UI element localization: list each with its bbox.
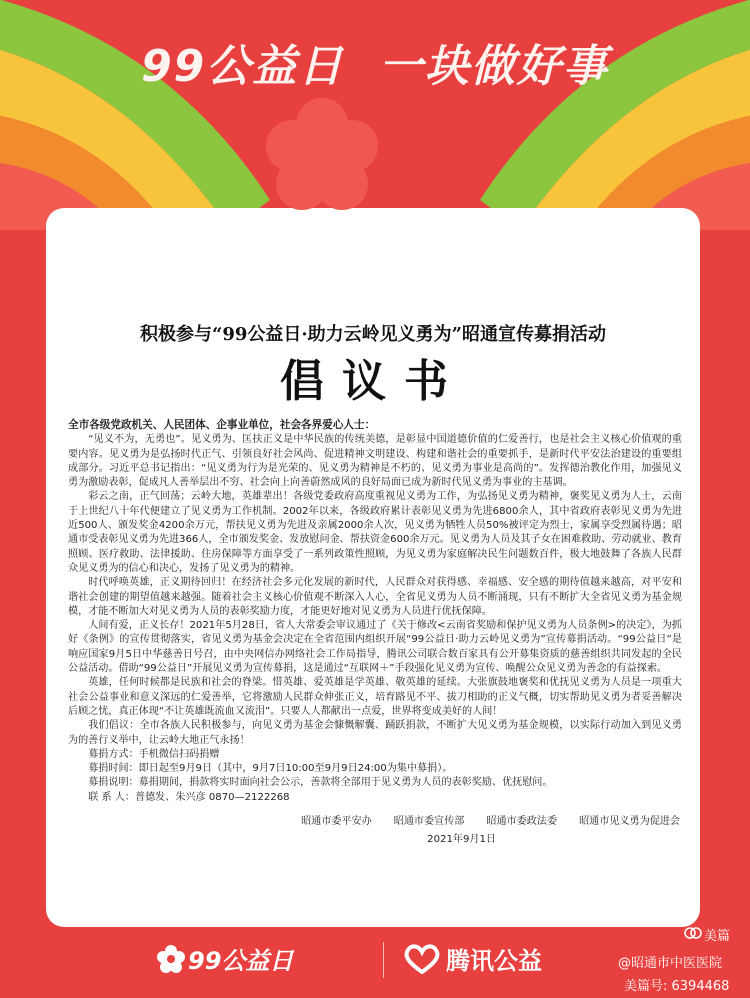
signer: 昭通市委平安办 — [301, 816, 372, 828]
document-body — [68, 418, 682, 848]
document-title: 积极参与“99公益日·助力云岭见义勇为”昭通宣传募捐活动 — [139, 324, 607, 345]
logo-tencent-gongyi: 腾讯公益 — [446, 947, 542, 975]
watermark-id: 美篇号: 6394468 — [624, 979, 730, 994]
footer-divider — [383, 942, 384, 978]
paragraph: 彩云之南，正气回荡；云岭大地，英雄辈出！各级党委政府高度重视见义勇为工作，为弘扬见义勇为精神，褒奖见义勇为人士，云南于上世纪八十年代便建立了见义勇为工作机制。2002年以来，各级政府累计表彰见义勇为先进6800余人，其中省政府表彰见义勇为先进近500人、颁发奖金4200余万元，帮扶见义勇为先进及亲属2000余人次，见义勇为牺牲人员50%被评定为烈士，家属享受烈属待遇；昭通市受表彰见义勇为先进366人，全市颁发奖金、发放慰问金、帮扶资金600余万元。见义勇为人员及其子女在困难救助、劳动就业、教育照顾、医疗救助、法律援助、住房保障等方面享受了一系列政策性照顾，为见义勇为家庭解决民生问题数百件，极大地鼓舞了各族人民群众见义勇为的信心和决心，发扬了见义勇为的精神。 — [68, 491, 682, 574]
signers — [68, 815, 682, 829]
paragraph: 英雄，任何时候都是民族和社会的脊梁。惜英雄、爱英雄是学英雄、敬英雄的延续。大张旗鼓地褒奖和优抚见义勇为人员是一项重大社会公益事业和意义深远的仁爱善举，它将激励人民群众伸张正义，培育路见不平、拔刀相助的正义气概，切实帮助见义勇为者妥善解决后顾之忧，真正体现“不让英雄既流血又流泪”。只要人人都献出一点爱，世界将变成美好的人间！ — [68, 677, 682, 717]
detail-contact: 联 系 人：普德发、朱兴彦 0870—2122268 — [88, 791, 290, 803]
flower-icon — [262, 96, 382, 216]
watermark-app: 美篇 — [704, 929, 731, 944]
paragraph: 人间有爱，正义长存！2021年5月28日，省人大常委会审议通过了《关于修改<云南省奖励和保护见义勇为人员条例>的决定》，为抓好《条例》的宣传贯彻落实，省见义勇为基金会决定在全省范围内组织开展“99公益日·助力云岭见义勇为”宣传募捐活动。“99公益日”是响应国家9月5日中华慈善日号召，由中央网信办网络社会工作局指导，腾讯公司联合数百家具有公开募集资质的慈善组织共同发起的全民公益活动。借助“99公益日”开展见义勇为宣传募捐，这是通过“互联网＋”手段强化见义勇为宣传、唤醒公众见义勇为善念的有益探索。 — [68, 620, 682, 675]
heart-logo-icon — [404, 944, 440, 974]
detail-note: 募捐说明：募捐期间，捐款将实时面向社会公示，善款将全部用于见义勇为人员的表彰奖励、优抚慰问。 — [88, 777, 553, 789]
paragraph: “见义不为，无勇也”。见义勇为、匡扶正义是中华民族的传统美德，是彰显中国道德价值的仁爱善行，也是社会主义核心价值观的重要内容。见义勇为是弘扬时代正气、引领良好社会风尚、促进精神文明建设、构建和谐社会的重要抓手，是新时代平安法治建设的重要组成部分。习近平总书记指出：“见义勇为行为是光荣的、见义勇为精神是不朽的、见义勇为事业是高尚的”。发挥德治教化作用，加强见义勇为激励表彰，促成凡人善举层出不穷、社会向上向善蔚然成风的良好局面已成为新时代见义勇为事业的主基调。 — [68, 434, 682, 489]
salutation: 全市各级党政机关、人民团体、企事业单位，社会各界爱心人士： — [68, 419, 376, 431]
document-heading: 倡议书 — [280, 356, 466, 407]
document-date: 2021年9月1日 — [427, 834, 496, 846]
signer: 昭通市见义勇为促进会 — [579, 816, 680, 828]
logo-99-gongyiri: 99公益日 — [188, 947, 294, 975]
meipian-logo-icon — [684, 924, 702, 942]
watermark-author: @昭通市中医医院 — [618, 956, 723, 971]
paragraph: 时代呼唤英雄，正义期待回归！在经济社会多元化发展的新时代，人民群众对获得感、幸福感、安全感的期待值越来越高，对平安和谐社会创建的期望值越来越强。随着社会主义核心价值观不断深入人心，全省见义勇为人员不断涌现，只有不断扩大全省见义勇为基金规模，才能不断加大对见义勇为人员的表彰奖励力度，才能更好地对见义勇为人员进行优抚保障。 — [68, 577, 682, 617]
paragraph: 我们倡议：全市各族人民积极参与，向见义勇为基金会慷慨解囊、踊跃捐款，不断扩大见义勇为基金规模，以实际行动加入到见义勇为的善行义举中，让云岭大地正气永扬！ — [68, 720, 682, 746]
detail-method: 募捐方式：手机微信扫码捐赠 — [88, 748, 220, 760]
signer: 昭通市委宣传部 — [393, 816, 465, 828]
banner-title: 99公益日 一块做好事 — [141, 41, 609, 92]
flower-logo-icon — [156, 944, 186, 974]
signer: 昭通市委政法委 — [486, 816, 558, 828]
detail-time: 募捐时间：即日起至9月9日（其中，9月7日10:00至9月9日24:00为集中募捐）。 — [88, 763, 453, 775]
